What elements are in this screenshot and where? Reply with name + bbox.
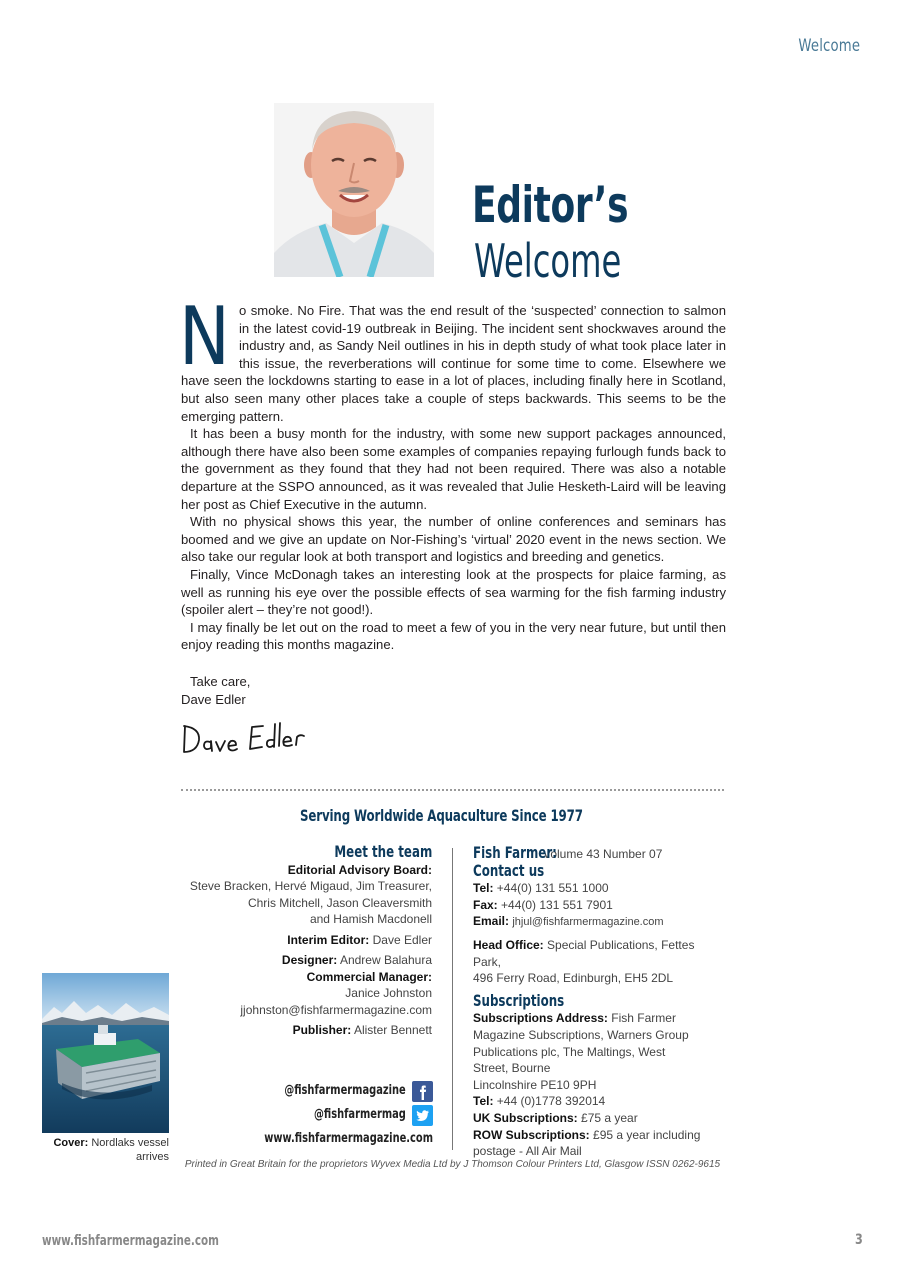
facebook-handle[interactable]: @fishfarmermagazine bbox=[284, 1083, 406, 1098]
commercial-manager-email[interactable]: jjohnston@fishfarmermagazine.com bbox=[240, 1002, 432, 1017]
signature-image bbox=[180, 718, 310, 765]
subs-address-label: Subscriptions Address: bbox=[473, 1011, 608, 1026]
drop-cap: N bbox=[179, 290, 230, 383]
fax-value: +44(0) 131 551 7901 bbox=[501, 897, 613, 912]
article-paragraph-2: It has been a busy month for the industry, with some new support packages announced, although there have also been some examples of companies repaying furlough funds back to the government as they found that they had not been required. There was also a notable departure at the SSPO announced, as it was revealed that Julie Hesketh-Laird will be leaving her post as Chief Executive in the autumn. bbox=[181, 426, 726, 512]
social-links bbox=[250, 1079, 433, 1151]
dotted-divider bbox=[181, 789, 724, 791]
editorial-article bbox=[179, 290, 726, 654]
row-subscriptions-line2: postage - All Air Mail bbox=[473, 1144, 582, 1159]
editor-photo bbox=[274, 103, 434, 277]
cover-caption-line1: Nordlaks vessel bbox=[91, 1137, 169, 1149]
info-column bbox=[473, 845, 723, 1160]
twitter-icon[interactable] bbox=[412, 1105, 433, 1126]
twitter-handle[interactable]: @fishfarmermag bbox=[314, 1107, 406, 1122]
facebook-icon[interactable] bbox=[412, 1081, 433, 1102]
designer-label: Designer: bbox=[281, 953, 338, 967]
cover-image bbox=[42, 973, 169, 1133]
signoff-text: Take care, bbox=[190, 674, 251, 689]
head-office-value: Special Publications, Fettes Park, bbox=[473, 937, 695, 969]
head-office-line2: 496 Ferry Road, Edinburgh, EH5 2DL bbox=[473, 971, 674, 986]
page-number: 3 bbox=[855, 1232, 863, 1248]
page-title-line2: Welcome bbox=[474, 234, 622, 288]
page-title-line1: Editor’s bbox=[472, 176, 629, 234]
website-link[interactable]: www.fishfarmermagazine.com bbox=[264, 1131, 433, 1146]
subs-address-value: Fish Farmer bbox=[611, 1011, 676, 1026]
uk-subscriptions-value: £75 a year bbox=[581, 1110, 638, 1125]
subs-address-line5: Lincolnshire PE10 9PH bbox=[473, 1077, 597, 1092]
subs-address-line2: Magazine Subscriptions, Warners Group bbox=[473, 1027, 689, 1042]
cover-label: Cover: bbox=[53, 1137, 89, 1149]
commercial-manager-value: Janice Johnston bbox=[345, 986, 432, 1000]
advisory-line1: Steve Bracken, Hervé Migaud, Jim Treasurer, bbox=[189, 879, 432, 893]
author-name: Dave Edler bbox=[181, 692, 246, 707]
uk-subscriptions-label: UK Subscriptions: bbox=[473, 1110, 578, 1125]
head-office-label: Head Office: bbox=[473, 937, 544, 952]
tagline: Serving Worldwide Aquaculture Since 1977 bbox=[300, 806, 583, 825]
interim-editor-value: Dave Edler bbox=[372, 932, 432, 947]
tel-label: Tel: bbox=[473, 881, 494, 896]
article-paragraph-5: I may finally be let out on the road to meet a few of you in the very near future, but until then enjoy reading this months magazine. bbox=[181, 619, 726, 653]
advisory-label: Editorial Advisory Board: bbox=[287, 862, 432, 877]
magazine-volume: Volume 43 Number 07 bbox=[543, 847, 663, 861]
team-column bbox=[170, 844, 432, 1039]
row-subscriptions-label: ROW Subscriptions: bbox=[473, 1127, 590, 1142]
subs-tel-value: +44 (0)1778 392014 bbox=[496, 1094, 606, 1109]
signoff-block bbox=[181, 673, 250, 709]
email-value[interactable]: jhjul@fishfarmermagazine.com bbox=[512, 916, 664, 929]
subs-address-line4: Street, Bourne bbox=[473, 1061, 551, 1076]
fax-label: Fax: bbox=[473, 897, 498, 912]
commercial-manager-label: Commercial Manager: bbox=[306, 969, 432, 984]
designer-value: Andrew Balahura bbox=[339, 953, 432, 967]
team-heading: Meet the team bbox=[334, 842, 432, 861]
contact-heading: Contact us bbox=[473, 860, 545, 880]
magazine-label: Fish Farmer: bbox=[473, 843, 557, 862]
article-paragraph-3: With no physical shows this year, the number of online conferences and seminars has boomed and we give an update on Nor-Fishing’s ‘virtual’ 2020 event in the news section. We also take our regular look at both transport and logistics and breeding and genetics. bbox=[181, 514, 726, 565]
section-label: Welcome bbox=[798, 36, 860, 56]
subscriptions-heading: Subscriptions bbox=[473, 990, 565, 1010]
subs-tel-label: Tel: bbox=[473, 1094, 494, 1109]
printer-credit: Printed in Great Britain for the proprietors Wyvex Media Ltd by J Thomson Colour Printers Ltd, Glasgow ISSN 0262-9615 bbox=[184, 1159, 721, 1170]
tel-value: +44(0) 131 551 1000 bbox=[496, 881, 609, 896]
row-subscriptions-value: £95 a year including bbox=[593, 1127, 701, 1142]
publisher-label: Publisher: bbox=[292, 1023, 352, 1037]
column-divider bbox=[452, 848, 453, 1150]
publisher-value: Alister Bennett bbox=[353, 1023, 432, 1037]
footer-website[interactable]: www.fishfarmermagazine.com bbox=[42, 1233, 219, 1249]
article-paragraph-4: Finally, Vince McDonagh takes an interesting look at the prospects for plaice farming, as well as running his eye over the possible effects of sea warming for the fish farming industry (spoiler alert – they’re not good!). bbox=[181, 566, 726, 618]
advisory-line2: Chris Mitchell, Jason Cleaversmith bbox=[247, 895, 432, 910]
interim-editor-label: Interim Editor: bbox=[287, 932, 370, 947]
article-paragraph-1: o smoke. No Fire. That was the end result of the ‘suspected’ connection to salmon in the latest covid-19 outbreak in Beijing. The incident sent shockwaves around the industry and, as Sandy Neil outlines in his in depth study of what took place later in this issue, the reverberations will continue for some time to come. Elsewhere we have seen the lockdowns starting to ease in a lot of places, including finally here in Scotland, but also seen many other places take a couple of steps backwards. This seems to be the emerging pattern. bbox=[181, 303, 726, 424]
subs-address-line3: Publications plc, The Maltings, West bbox=[473, 1044, 666, 1059]
advisory-line3: and Hamish Macdonell bbox=[309, 912, 432, 926]
email-label: Email: bbox=[473, 914, 510, 929]
cover-caption-line2: arrives bbox=[135, 1150, 169, 1163]
